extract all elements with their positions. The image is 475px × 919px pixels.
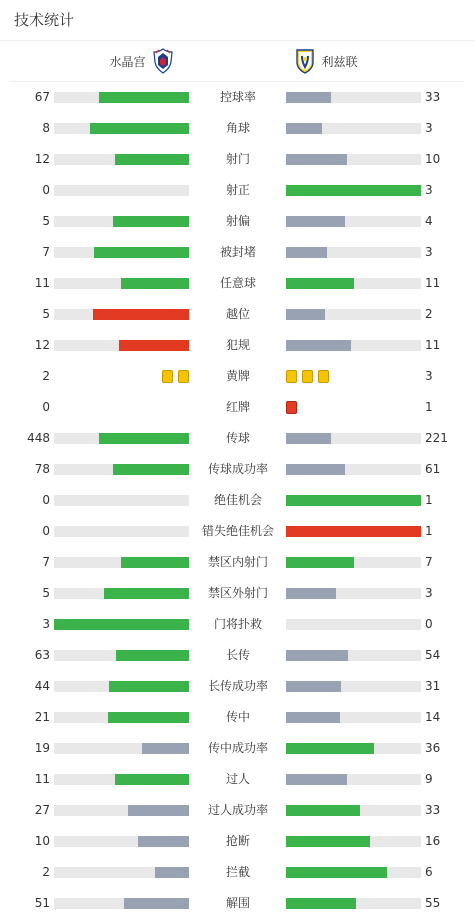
home-bar xyxy=(54,185,189,196)
away-bar xyxy=(286,464,421,475)
away-bar-fill xyxy=(286,309,325,320)
stat-row xyxy=(0,299,475,330)
home-value: 12 xyxy=(34,338,50,352)
stat-row xyxy=(0,516,475,547)
away-bar xyxy=(286,309,421,320)
away-team-name: 利兹联 xyxy=(321,54,358,69)
away-bar-fill xyxy=(286,898,356,909)
stat-label: 任意球 xyxy=(219,276,256,290)
stat-label: 黄牌 xyxy=(225,369,250,383)
home-bar xyxy=(54,867,189,878)
away-bar xyxy=(286,650,421,661)
stat-row xyxy=(0,795,475,826)
stat-label: 抢断 xyxy=(225,834,250,848)
home-value: 0 xyxy=(42,400,50,414)
home-value: 0 xyxy=(42,183,50,197)
stat-label: 射偏 xyxy=(225,214,250,228)
stat-row xyxy=(0,671,475,702)
home-bar xyxy=(54,588,189,599)
away-bar-fill xyxy=(286,681,341,692)
away-value: 7 xyxy=(425,555,433,569)
page-title: 技术统计 xyxy=(0,0,475,41)
stat-row xyxy=(0,113,475,144)
home-bar-fill xyxy=(138,836,189,847)
home-value: 0 xyxy=(42,493,50,507)
away-value: 3 xyxy=(425,586,433,600)
home-bar-fill xyxy=(99,433,189,444)
home-value: 7 xyxy=(42,555,50,569)
crystal-palace-crest-icon xyxy=(152,48,174,74)
stat-label: 禁区外射门 xyxy=(207,586,268,600)
home-bar-fill xyxy=(113,216,189,227)
away-value: 55 xyxy=(425,896,441,910)
home-bar-fill xyxy=(128,805,189,816)
stat-label: 红牌 xyxy=(225,400,250,414)
yellow-card-icon xyxy=(286,370,297,383)
home-bar xyxy=(54,805,189,816)
home-bar-fill xyxy=(93,309,189,320)
away-bar xyxy=(286,185,421,196)
home-value: 44 xyxy=(34,679,50,693)
home-bar xyxy=(54,526,189,537)
away-bar xyxy=(286,712,421,723)
away-bar-fill xyxy=(286,867,387,878)
stat-label: 射门 xyxy=(225,152,250,166)
home-cards xyxy=(54,370,189,383)
stat-label: 拦截 xyxy=(225,865,250,879)
away-value: 0 xyxy=(425,617,433,631)
away-value: 3 xyxy=(425,369,433,383)
away-value: 1 xyxy=(425,524,433,538)
home-bar xyxy=(54,278,189,289)
away-bar xyxy=(286,526,421,537)
away-bar-fill xyxy=(286,774,347,785)
home-bar-fill xyxy=(108,712,189,723)
away-value: 33 xyxy=(425,90,441,104)
stat-row xyxy=(0,547,475,578)
away-bar-fill xyxy=(286,154,347,165)
stat-label: 角球 xyxy=(225,121,250,135)
home-bar xyxy=(54,433,189,444)
stat-label: 门将扑救 xyxy=(213,617,262,631)
away-value: 1 xyxy=(425,400,433,414)
away-bar xyxy=(286,557,421,568)
home-value: 11 xyxy=(34,772,50,786)
away-bar-fill xyxy=(286,495,421,506)
away-value: 2 xyxy=(425,307,433,321)
home-value: 8 xyxy=(42,121,50,135)
home-bar-fill xyxy=(94,247,189,258)
away-cards xyxy=(286,401,421,414)
home-value: 12 xyxy=(34,152,50,166)
home-bar xyxy=(54,495,189,506)
away-value: 31 xyxy=(425,679,441,693)
away-bar-fill xyxy=(286,340,351,351)
home-bar-fill xyxy=(121,557,189,568)
home-bar-fill xyxy=(104,588,189,599)
home-bar-fill xyxy=(109,681,189,692)
stat-row xyxy=(0,640,475,671)
stat-label: 传中 xyxy=(225,710,250,724)
away-value: 14 xyxy=(425,710,441,724)
yellow-card-icon xyxy=(162,370,173,383)
home-bar xyxy=(54,743,189,754)
away-value: 11 xyxy=(425,338,441,352)
stat-label: 传球 xyxy=(225,431,250,445)
stat-row xyxy=(0,485,475,516)
home-bar xyxy=(54,557,189,568)
away-bar xyxy=(286,681,421,692)
home-value: 3 xyxy=(42,617,50,631)
home-bar xyxy=(54,92,189,103)
home-team-name: 水晶宫 xyxy=(109,54,146,69)
home-bar xyxy=(54,309,189,320)
home-value: 2 xyxy=(42,865,50,879)
home-value: 27 xyxy=(34,803,50,817)
away-bar xyxy=(286,278,421,289)
stat-row xyxy=(0,268,475,299)
stat-row xyxy=(0,454,475,485)
home-cards xyxy=(54,401,189,414)
away-value: 1 xyxy=(425,493,433,507)
home-team[interactable] xyxy=(109,41,173,81)
stat-label: 射正 xyxy=(225,183,250,197)
home-bar xyxy=(54,123,189,134)
home-bar xyxy=(54,712,189,723)
away-bar-fill xyxy=(286,712,340,723)
home-value: 19 xyxy=(34,741,50,755)
away-bar-fill xyxy=(286,278,354,289)
stat-row xyxy=(0,764,475,795)
away-value: 10 xyxy=(425,152,441,166)
stat-row xyxy=(0,237,475,268)
stat-label: 传球成功率 xyxy=(207,462,268,476)
away-bar xyxy=(286,774,421,785)
home-bar xyxy=(54,340,189,351)
home-value: 5 xyxy=(42,586,50,600)
away-bar xyxy=(286,154,421,165)
home-value: 2 xyxy=(42,369,50,383)
home-bar xyxy=(54,619,189,630)
stat-row xyxy=(0,423,475,454)
home-bar xyxy=(54,216,189,227)
home-value: 51 xyxy=(34,896,50,910)
away-bar-fill xyxy=(286,216,345,227)
away-value: 3 xyxy=(425,121,433,135)
away-value: 11 xyxy=(425,276,441,290)
away-bar xyxy=(286,619,421,630)
yellow-card-icon xyxy=(318,370,329,383)
away-value: 16 xyxy=(425,834,441,848)
home-value: 21 xyxy=(34,710,50,724)
away-bar xyxy=(286,898,421,909)
stat-label: 错失绝佳机会 xyxy=(201,524,274,538)
home-bar-fill xyxy=(121,278,189,289)
stat-label: 过人成功率 xyxy=(207,803,268,817)
yellow-card-icon xyxy=(302,370,313,383)
away-bar-fill xyxy=(286,92,331,103)
away-value: 36 xyxy=(425,741,441,755)
stat-label: 控球率 xyxy=(219,90,256,104)
away-bar-fill xyxy=(286,464,345,475)
stat-row xyxy=(0,733,475,764)
away-team[interactable] xyxy=(294,41,358,81)
stat-row xyxy=(0,826,475,857)
stat-row xyxy=(0,330,475,361)
stat-label: 被封堵 xyxy=(219,245,256,259)
home-bar-fill xyxy=(155,867,189,878)
home-value: 11 xyxy=(34,276,50,290)
stat-row xyxy=(0,144,475,175)
stat-label: 过人 xyxy=(225,772,250,786)
stat-label: 长传 xyxy=(225,648,250,662)
home-bar xyxy=(54,650,189,661)
stat-label: 解围 xyxy=(225,896,250,910)
away-bar-fill xyxy=(286,185,421,196)
home-bar-fill xyxy=(113,464,189,475)
stat-row xyxy=(0,857,475,888)
away-value: 33 xyxy=(425,803,441,817)
stat-row xyxy=(0,702,475,733)
stat-row xyxy=(0,361,475,392)
away-bar xyxy=(286,433,421,444)
away-bar-fill xyxy=(286,247,327,258)
away-bar xyxy=(286,867,421,878)
home-bar xyxy=(54,898,189,909)
away-bar-fill xyxy=(286,805,360,816)
home-bar xyxy=(54,836,189,847)
away-bar-fill xyxy=(286,557,354,568)
leeds-united-crest-icon xyxy=(294,48,316,74)
away-bar-fill xyxy=(286,526,421,537)
away-value: 9 xyxy=(425,772,433,786)
home-value: 67 xyxy=(34,90,50,104)
home-bar-fill xyxy=(116,650,189,661)
home-bar-fill xyxy=(99,92,189,103)
away-value: 54 xyxy=(425,648,441,662)
stat-label: 禁区内射门 xyxy=(207,555,268,569)
teams-header xyxy=(10,41,465,82)
away-cards xyxy=(286,370,421,383)
stat-label: 绝佳机会 xyxy=(213,493,262,507)
away-bar xyxy=(286,92,421,103)
stat-row xyxy=(0,175,475,206)
home-value: 5 xyxy=(42,307,50,321)
away-bar xyxy=(286,743,421,754)
red-card-icon xyxy=(286,401,297,414)
away-bar-fill xyxy=(286,836,370,847)
home-value: 78 xyxy=(34,462,50,476)
stat-label: 传中成功率 xyxy=(207,741,268,755)
away-value: 61 xyxy=(425,462,441,476)
away-bar xyxy=(286,805,421,816)
away-bar xyxy=(286,836,421,847)
home-bar xyxy=(54,154,189,165)
home-value: 448 xyxy=(27,431,50,445)
away-bar xyxy=(286,123,421,134)
stats-list xyxy=(0,82,475,919)
away-bar-fill xyxy=(286,743,374,754)
away-bar-fill xyxy=(286,433,331,444)
home-value: 7 xyxy=(42,245,50,259)
away-bar xyxy=(286,588,421,599)
away-bar xyxy=(286,247,421,258)
home-value: 10 xyxy=(34,834,50,848)
home-bar-fill xyxy=(54,619,189,630)
home-bar xyxy=(54,247,189,258)
home-bar-fill xyxy=(115,154,189,165)
home-bar-fill xyxy=(124,898,189,909)
away-value: 3 xyxy=(425,245,433,259)
yellow-card-icon xyxy=(178,370,189,383)
home-value: 0 xyxy=(42,524,50,538)
home-bar xyxy=(54,774,189,785)
away-value: 6 xyxy=(425,865,433,879)
stat-label: 越位 xyxy=(225,307,250,321)
stat-label: 犯规 xyxy=(225,338,250,352)
home-bar-fill xyxy=(90,123,189,134)
home-bar-fill xyxy=(142,743,189,754)
away-bar-fill xyxy=(286,650,348,661)
stat-row xyxy=(0,888,475,919)
stat-label: 长传成功率 xyxy=(207,679,268,693)
home-value: 63 xyxy=(34,648,50,662)
stat-row xyxy=(0,609,475,640)
away-bar xyxy=(286,216,421,227)
away-value: 4 xyxy=(425,214,433,228)
home-bar-fill xyxy=(119,340,189,351)
home-bar-fill xyxy=(115,774,189,785)
home-bar xyxy=(54,681,189,692)
stat-row xyxy=(0,82,475,113)
stat-row xyxy=(0,392,475,423)
home-bar xyxy=(54,464,189,475)
stat-row xyxy=(0,578,475,609)
away-bar-fill xyxy=(286,588,336,599)
home-value: 5 xyxy=(42,214,50,228)
stat-row xyxy=(0,206,475,237)
away-bar xyxy=(286,340,421,351)
away-value: 3 xyxy=(425,183,433,197)
away-value: 221 xyxy=(425,431,448,445)
away-bar xyxy=(286,495,421,506)
away-bar-fill xyxy=(286,123,322,134)
